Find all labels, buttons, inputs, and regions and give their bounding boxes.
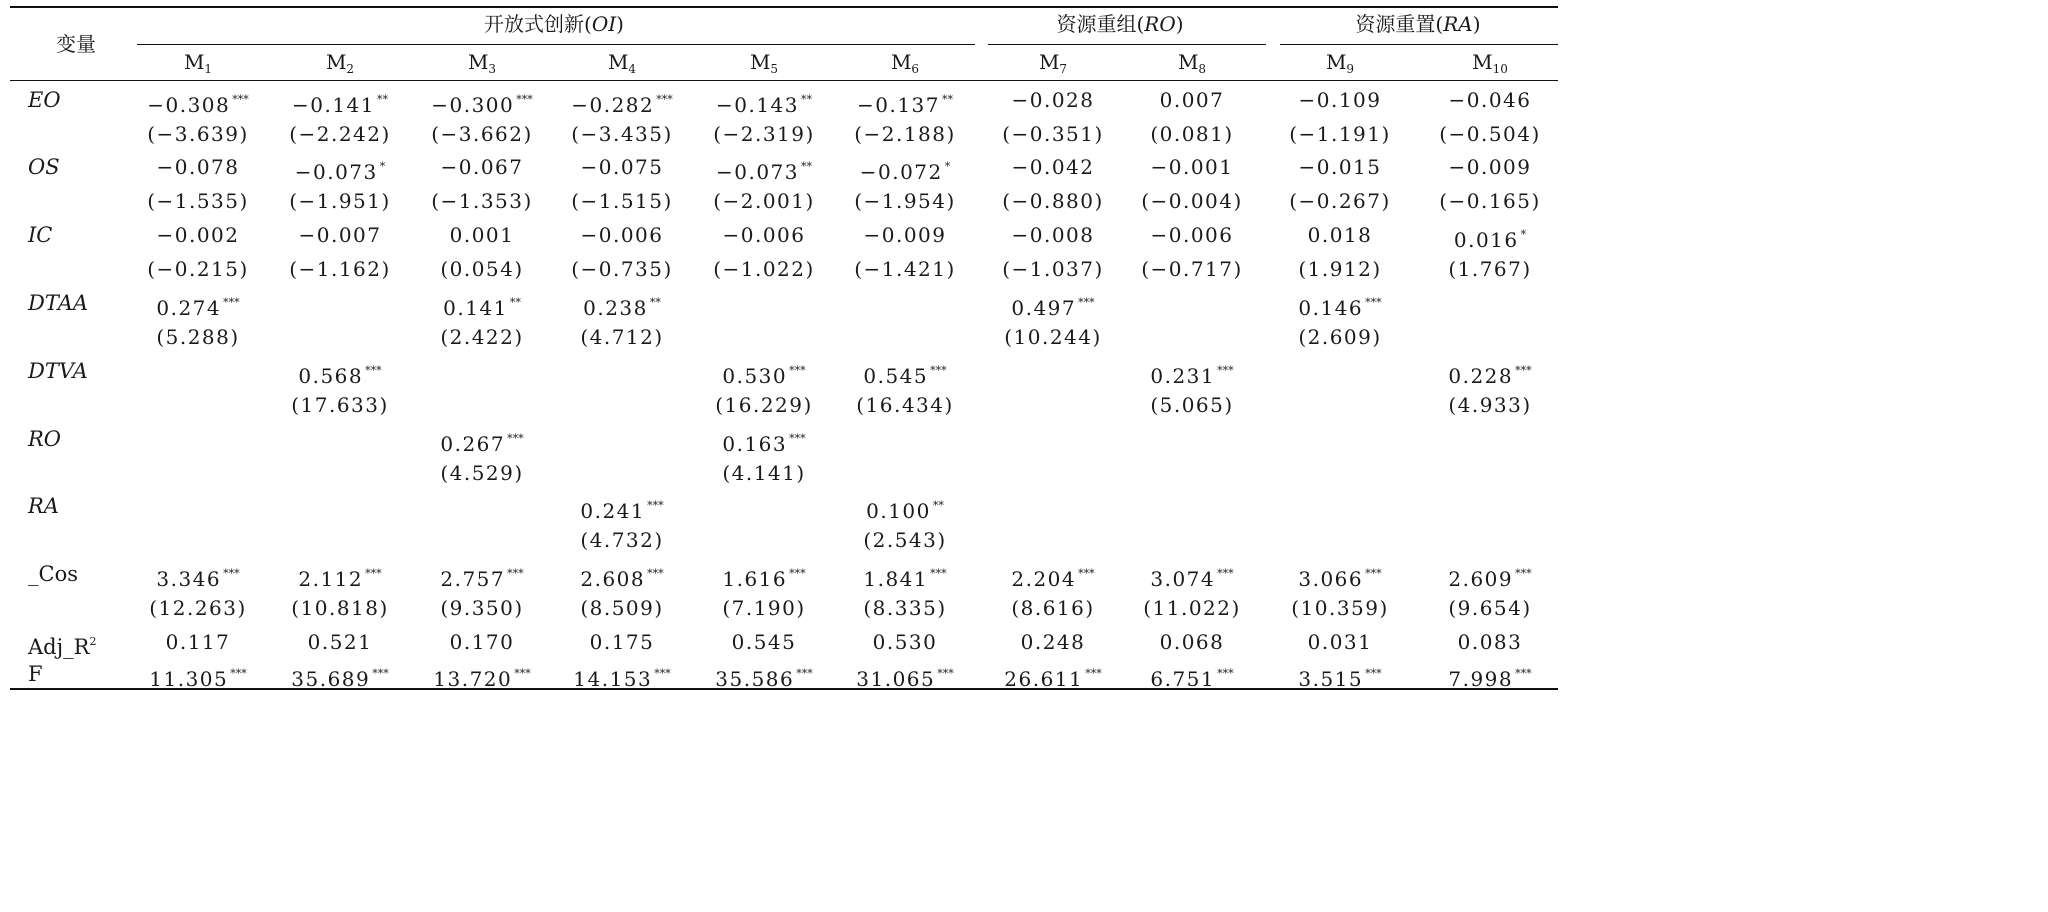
adj-r2-cell: 0.248 bbox=[1020, 630, 1086, 654]
coef-cell bbox=[863, 359, 946, 388]
t-stat-cell: (5.065) bbox=[1150, 393, 1234, 417]
coef-cell bbox=[722, 223, 805, 247]
t-stat-cell: (−0.504) bbox=[1439, 122, 1541, 146]
f-stat-cell bbox=[573, 662, 670, 691]
t-stat-cell: (9.350) bbox=[440, 596, 524, 620]
t-stat-cell: (8.616) bbox=[1011, 596, 1095, 620]
coef-value: 0.001 bbox=[449, 223, 515, 247]
t-stat-cell: (0.081) bbox=[1150, 122, 1234, 146]
coef-cell bbox=[863, 223, 946, 247]
f-stat-cell bbox=[1298, 662, 1381, 691]
coef-value: −0.067 bbox=[440, 155, 524, 179]
group-rule-ra bbox=[1280, 44, 1558, 45]
coef-cell bbox=[583, 291, 661, 320]
significance-stars: *** bbox=[223, 296, 240, 309]
significance-stars: *** bbox=[514, 667, 531, 680]
coef-cell bbox=[1298, 88, 1381, 112]
t-stat-cell: (−2.001) bbox=[713, 189, 815, 213]
coef-cell bbox=[580, 494, 663, 523]
significance-stars: *** bbox=[223, 567, 240, 580]
coef-value: 0.568 bbox=[298, 364, 364, 388]
t-stat-cell: (−0.351) bbox=[1002, 122, 1104, 146]
coef-value: −0.001 bbox=[1150, 155, 1234, 179]
model-header-m6 bbox=[891, 50, 919, 81]
t-stat-cell: (−0.717) bbox=[1141, 257, 1243, 281]
f-stat-cell bbox=[149, 662, 246, 691]
significance-stars: *** bbox=[365, 364, 382, 377]
coef-value: 2.609 bbox=[1448, 567, 1514, 591]
f-stat-cell bbox=[1150, 662, 1233, 691]
coef-cell bbox=[156, 223, 239, 247]
t-stat-cell: (4.712) bbox=[580, 325, 664, 349]
coef-cell bbox=[1298, 155, 1381, 179]
t-stat-cell: (−1.421) bbox=[854, 257, 956, 281]
paren-open: ( bbox=[1136, 12, 1145, 36]
row-label-ro: RO bbox=[28, 427, 62, 451]
coef-value: 0.530 bbox=[722, 364, 788, 388]
significance-stars: *** bbox=[656, 93, 673, 106]
coef-value: −0.075 bbox=[580, 155, 664, 179]
significance-stars: *** bbox=[365, 567, 382, 580]
t-stat-cell: (10.359) bbox=[1291, 596, 1389, 620]
model-base: M bbox=[607, 50, 629, 74]
coef-cell bbox=[722, 562, 805, 591]
model-base: M bbox=[749, 50, 771, 74]
significance-stars: * bbox=[379, 160, 386, 173]
model-header-m1 bbox=[184, 50, 212, 81]
adj-r2-text: Adj_R bbox=[28, 635, 90, 659]
coef-value: 0.267 bbox=[440, 432, 506, 456]
model-sub: 6 bbox=[911, 62, 920, 76]
coef-value: −0.006 bbox=[722, 223, 806, 247]
adj-r2-cell: 0.083 bbox=[1457, 630, 1523, 654]
significance-stars: *** bbox=[930, 364, 947, 377]
coef-cell bbox=[298, 562, 381, 591]
coef-value: 2.112 bbox=[298, 567, 364, 591]
coef-cell bbox=[443, 291, 521, 320]
model-base: M bbox=[467, 50, 489, 74]
coef-value: 0.141 bbox=[443, 296, 508, 320]
coef-value: 26.611 bbox=[1004, 667, 1084, 691]
adj-r2-sup: 2 bbox=[89, 635, 97, 648]
coef-cell bbox=[1011, 88, 1094, 112]
significance-stars: *** bbox=[230, 667, 247, 680]
coef-value: 3.066 bbox=[1298, 567, 1364, 591]
t-stat-cell: (−2.242) bbox=[289, 122, 391, 146]
group-name: 资源重组 bbox=[1056, 12, 1137, 36]
t-stat-cell: (−3.435) bbox=[571, 122, 673, 146]
coef-cell bbox=[298, 223, 381, 247]
coef-value: −0.009 bbox=[1448, 155, 1532, 179]
coef-cell bbox=[1448, 562, 1531, 591]
f-stat-cell bbox=[856, 662, 953, 691]
coef-cell bbox=[860, 155, 951, 184]
f-stat-cell bbox=[433, 662, 530, 691]
group-rule-oi bbox=[137, 44, 975, 45]
model-sub: 4 bbox=[628, 62, 637, 76]
model-base: M bbox=[1472, 50, 1493, 74]
coef-cell bbox=[450, 223, 515, 247]
t-stat-cell: (7.190) bbox=[722, 596, 806, 620]
coef-value: 0.100 bbox=[866, 499, 931, 523]
model-sub: 8 bbox=[1198, 62, 1207, 76]
paren-close: ) bbox=[1175, 12, 1184, 36]
model-sub: 10 bbox=[1492, 62, 1508, 76]
model-base: M bbox=[890, 50, 912, 74]
t-stat-cell: (4.529) bbox=[440, 461, 524, 485]
significance-stars: *** bbox=[647, 499, 664, 512]
coef-cell bbox=[716, 155, 812, 184]
significance-stars: *** bbox=[647, 567, 664, 580]
t-stat-cell: (−2.188) bbox=[854, 122, 956, 146]
group-header-ra bbox=[1355, 12, 1480, 36]
t-stat-cell: (−0.735) bbox=[571, 257, 673, 281]
coef-value: 0.545 bbox=[863, 364, 929, 388]
row-label-eo: EO bbox=[28, 88, 61, 112]
coef-value: −0.028 bbox=[1011, 88, 1095, 112]
model-base: M bbox=[183, 50, 205, 74]
f-stat-cell bbox=[291, 662, 388, 691]
coef-cell bbox=[1454, 223, 1526, 252]
coef-value: −0.006 bbox=[580, 223, 664, 247]
significance-stars: *** bbox=[232, 93, 249, 106]
model-header-m3 bbox=[468, 50, 496, 81]
significance-stars: *** bbox=[789, 567, 806, 580]
significance-stars: *** bbox=[1515, 567, 1532, 580]
coef-value: −0.007 bbox=[298, 223, 382, 247]
t-stat-cell: (5.288) bbox=[156, 325, 240, 349]
coef-cell bbox=[722, 359, 805, 388]
t-stat-cell: (2.543) bbox=[863, 528, 947, 552]
significance-stars: ** bbox=[801, 93, 813, 106]
paren-close: ) bbox=[1472, 12, 1481, 36]
group-abbr: RA bbox=[1443, 12, 1473, 36]
significance-stars: *** bbox=[654, 667, 671, 680]
coef-value: −0.300 bbox=[431, 93, 515, 117]
t-stat-cell: (10.244) bbox=[1004, 325, 1102, 349]
coef-cell bbox=[1011, 223, 1094, 247]
group-name: 资源重置 bbox=[1355, 12, 1436, 36]
coef-value: −0.308 bbox=[147, 93, 231, 117]
t-stat-cell: (2.609) bbox=[1298, 325, 1382, 349]
significance-stars: * bbox=[1520, 228, 1527, 241]
coef-cell bbox=[156, 291, 239, 320]
coef-value: 3.346 bbox=[156, 567, 222, 591]
t-stat-cell: (−1.515) bbox=[571, 189, 673, 213]
significance-stars: *** bbox=[930, 567, 947, 580]
row-label-adj-r2 bbox=[28, 630, 96, 659]
coef-value: 14.153 bbox=[573, 667, 653, 691]
coef-value: 3.515 bbox=[1298, 667, 1364, 691]
coef-value: −0.137 bbox=[856, 93, 941, 117]
coef-value: 1.841 bbox=[863, 567, 929, 591]
coef-cell bbox=[1448, 155, 1531, 179]
coef-value: 0.231 bbox=[1150, 364, 1216, 388]
coef-cell bbox=[1150, 359, 1233, 388]
coef-cell bbox=[1308, 223, 1373, 247]
t-stat-cell: (−3.662) bbox=[431, 122, 533, 146]
coef-value: −0.073 bbox=[715, 160, 800, 184]
t-stat-cell: (−2.319) bbox=[713, 122, 815, 146]
coef-cell bbox=[1448, 359, 1531, 388]
group-rule-ro bbox=[988, 44, 1266, 45]
f-stat-cell bbox=[1004, 662, 1101, 691]
group-abbr: RO bbox=[1144, 12, 1176, 36]
coef-value: −0.073 bbox=[294, 160, 378, 184]
t-stat-cell: (−1.162) bbox=[289, 257, 391, 281]
model-header-m10 bbox=[1472, 50, 1508, 81]
coef-value: −0.072 bbox=[859, 160, 943, 184]
significance-stars: *** bbox=[1365, 567, 1382, 580]
adj-r2-cell: 0.521 bbox=[307, 630, 373, 654]
model-sub: 3 bbox=[488, 62, 497, 76]
top-rule bbox=[10, 6, 1558, 8]
t-stat-cell: (4.732) bbox=[580, 528, 664, 552]
significance-stars: *** bbox=[1365, 667, 1382, 680]
coef-value: 0.238 bbox=[583, 296, 648, 320]
t-stat-cell: (−1.535) bbox=[147, 189, 249, 213]
coef-cell bbox=[1011, 291, 1094, 320]
t-stat-cell: (−1.353) bbox=[431, 189, 533, 213]
row-label-ic: IC bbox=[28, 223, 53, 247]
t-stat-cell: (−0.880) bbox=[1002, 189, 1104, 213]
coef-value: −0.143 bbox=[715, 93, 800, 117]
model-sub: 7 bbox=[1059, 62, 1068, 76]
t-stat-cell: (−0.267) bbox=[1289, 189, 1391, 213]
t-stat-cell: (−1.191) bbox=[1289, 122, 1391, 146]
coef-cell bbox=[1150, 223, 1233, 247]
paren-close: ) bbox=[616, 12, 624, 36]
row-label-os: OS bbox=[28, 155, 60, 179]
significance-stars: ** bbox=[801, 160, 813, 173]
model-header-m7 bbox=[1039, 50, 1067, 81]
significance-stars: *** bbox=[507, 432, 524, 445]
t-stat-cell: (−0.215) bbox=[147, 257, 249, 281]
coef-value: −0.078 bbox=[156, 155, 240, 179]
coef-value: 0.016 bbox=[1453, 228, 1519, 252]
t-stat-cell: (9.654) bbox=[1448, 596, 1532, 620]
adj-r2-cell: 0.545 bbox=[731, 630, 797, 654]
significance-stars: *** bbox=[1217, 667, 1234, 680]
model-sub: 1 bbox=[204, 62, 213, 76]
row-label-f: F bbox=[28, 662, 43, 686]
t-stat-cell: (16.434) bbox=[856, 393, 954, 417]
f-stat-cell bbox=[1448, 662, 1531, 691]
significance-stars: *** bbox=[789, 364, 806, 377]
coef-cell bbox=[431, 88, 533, 117]
coef-value: 35.586 bbox=[715, 667, 795, 691]
coef-value: 0.274 bbox=[156, 296, 222, 320]
coef-value: 2.204 bbox=[1011, 567, 1077, 591]
t-stat-cell: (−1.951) bbox=[289, 189, 391, 213]
t-stat-cell: (0.054) bbox=[440, 257, 524, 281]
coef-cell bbox=[1160, 88, 1225, 112]
model-sub: 5 bbox=[770, 62, 779, 76]
model-base: M bbox=[325, 50, 347, 74]
coef-cell bbox=[716, 88, 812, 117]
t-stat-cell: (16.229) bbox=[715, 393, 813, 417]
significance-stars: ** bbox=[509, 296, 521, 309]
coef-cell bbox=[580, 562, 663, 591]
coef-value: 2.757 bbox=[440, 567, 506, 591]
significance-stars: * bbox=[944, 160, 951, 173]
coef-value: 11.305 bbox=[149, 667, 229, 691]
coef-cell bbox=[295, 155, 386, 184]
t-stat-cell: (8.335) bbox=[863, 596, 947, 620]
coef-value: 3.074 bbox=[1150, 567, 1216, 591]
coef-cell bbox=[863, 562, 946, 591]
coef-value: 7.998 bbox=[1448, 667, 1514, 691]
adj-r2-cell: 0.175 bbox=[589, 630, 655, 654]
t-stat-cell: (−0.165) bbox=[1439, 189, 1541, 213]
coef-cell bbox=[147, 88, 249, 117]
significance-stars: *** bbox=[1365, 296, 1382, 309]
significance-stars: *** bbox=[1078, 567, 1095, 580]
coef-value: −0.042 bbox=[1011, 155, 1095, 179]
coef-value: −0.109 bbox=[1298, 88, 1382, 112]
t-stat-cell: (−3.639) bbox=[147, 122, 249, 146]
adj-r2-cell: 0.068 bbox=[1159, 630, 1225, 654]
coef-cell bbox=[1150, 562, 1233, 591]
coef-value: 1.616 bbox=[722, 567, 788, 591]
coef-value: −0.046 bbox=[1448, 88, 1532, 112]
coef-value: 35.689 bbox=[291, 667, 371, 691]
model-header-m4 bbox=[608, 50, 636, 81]
significance-stars: *** bbox=[1515, 667, 1532, 680]
t-stat-cell: (−1.037) bbox=[1002, 257, 1104, 281]
row-label-cos: _Cos bbox=[28, 562, 78, 586]
paren-open: ( bbox=[584, 12, 592, 36]
significance-stars: *** bbox=[937, 667, 954, 680]
t-stat-cell: (−0.004) bbox=[1141, 189, 1243, 213]
t-stat-cell: (8.509) bbox=[580, 596, 664, 620]
t-stat-cell: (2.422) bbox=[440, 325, 524, 349]
model-sub: 9 bbox=[1346, 62, 1355, 76]
t-stat-cell: (−1.954) bbox=[854, 189, 956, 213]
coef-cell bbox=[580, 223, 663, 247]
coef-value: 0.163 bbox=[722, 432, 788, 456]
coef-value: −0.008 bbox=[1011, 223, 1095, 247]
coef-value: 6.751 bbox=[1150, 667, 1216, 691]
paren-open: ( bbox=[1435, 12, 1444, 36]
model-header-m8 bbox=[1178, 50, 1206, 81]
adj-r2-cell: 0.117 bbox=[165, 630, 231, 654]
coef-cell bbox=[1011, 155, 1094, 179]
significance-stars: *** bbox=[796, 667, 813, 680]
coef-value: −0.006 bbox=[1150, 223, 1234, 247]
t-stat-cell: (11.022) bbox=[1143, 596, 1241, 620]
significance-stars: *** bbox=[789, 432, 806, 445]
coef-cell bbox=[866, 494, 944, 523]
significance-stars: *** bbox=[516, 93, 533, 106]
t-stat-cell: (4.141) bbox=[722, 461, 806, 485]
coef-value: 0.497 bbox=[1011, 296, 1077, 320]
significance-stars: *** bbox=[1217, 567, 1234, 580]
coef-cell bbox=[440, 427, 523, 456]
significance-stars: ** bbox=[377, 93, 389, 106]
model-base: M bbox=[1325, 50, 1347, 74]
significance-stars: *** bbox=[372, 667, 389, 680]
coef-cell bbox=[580, 155, 663, 179]
group-header-oi bbox=[484, 12, 624, 36]
coef-value: −0.002 bbox=[156, 223, 240, 247]
coef-cell bbox=[722, 427, 805, 456]
significance-stars: *** bbox=[1515, 364, 1532, 377]
model-base: M bbox=[1038, 50, 1060, 74]
row-label-ra: RA bbox=[28, 494, 59, 518]
coef-value: 31.065 bbox=[856, 667, 936, 691]
t-stat-cell: (12.263) bbox=[149, 596, 247, 620]
t-stat-cell: (1.767) bbox=[1448, 257, 1532, 281]
adj-r2-cell: 0.031 bbox=[1307, 630, 1373, 654]
coef-cell bbox=[1298, 291, 1381, 320]
coef-value: −0.282 bbox=[571, 93, 655, 117]
t-stat-cell: (17.633) bbox=[291, 393, 389, 417]
model-header-m9 bbox=[1326, 50, 1354, 81]
t-stat-cell: (4.933) bbox=[1448, 393, 1532, 417]
group-header-ro bbox=[1056, 12, 1183, 36]
coef-value: 0.007 bbox=[1159, 88, 1225, 112]
coef-cell bbox=[298, 359, 381, 388]
group-name: 开放式创新 bbox=[484, 12, 585, 36]
variable-header: 变量 bbox=[56, 32, 96, 56]
coef-value: 0.241 bbox=[580, 499, 646, 523]
coef-value: 2.608 bbox=[580, 567, 646, 591]
significance-stars: ** bbox=[942, 93, 954, 106]
t-stat-cell: (−1.022) bbox=[713, 257, 815, 281]
significance-stars: *** bbox=[507, 567, 524, 580]
coef-cell bbox=[1150, 155, 1233, 179]
coef-value: 0.146 bbox=[1298, 296, 1364, 320]
group-abbr: OI bbox=[591, 12, 617, 36]
coef-cell bbox=[571, 88, 673, 117]
coef-cell bbox=[292, 88, 388, 117]
coef-value: 13.720 bbox=[433, 667, 513, 691]
t-stat-cell: (1.912) bbox=[1298, 257, 1382, 281]
f-stat-cell bbox=[715, 662, 812, 691]
model-header-m5 bbox=[750, 50, 778, 81]
t-stat-cell: (10.818) bbox=[291, 596, 389, 620]
coef-value: −0.015 bbox=[1298, 155, 1382, 179]
coef-cell bbox=[440, 155, 523, 179]
coef-value: −0.009 bbox=[863, 223, 947, 247]
coef-cell bbox=[156, 155, 239, 179]
adj-r2-cell: 0.530 bbox=[872, 630, 938, 654]
model-sub: 2 bbox=[346, 62, 355, 76]
row-label-dtaa: DTAA bbox=[28, 291, 89, 315]
significance-stars: ** bbox=[932, 499, 944, 512]
significance-stars: *** bbox=[1078, 296, 1095, 309]
coef-cell bbox=[1298, 562, 1381, 591]
coef-value: 0.018 bbox=[1307, 223, 1373, 247]
coef-cell bbox=[1011, 562, 1094, 591]
row-label-dtva: DTVA bbox=[28, 359, 88, 383]
model-header-m2 bbox=[326, 50, 354, 81]
adj-r2-cell: 0.170 bbox=[449, 630, 515, 654]
coef-value: 0.228 bbox=[1448, 364, 1514, 388]
significance-stars: *** bbox=[1217, 364, 1234, 377]
coef-cell bbox=[440, 562, 523, 591]
model-base: M bbox=[1177, 50, 1199, 74]
coef-cell bbox=[156, 562, 239, 591]
significance-stars: *** bbox=[1085, 667, 1102, 680]
coef-cell bbox=[857, 88, 953, 117]
coef-cell bbox=[1448, 88, 1531, 112]
coef-value: −0.141 bbox=[291, 93, 376, 117]
significance-stars: ** bbox=[649, 296, 661, 309]
